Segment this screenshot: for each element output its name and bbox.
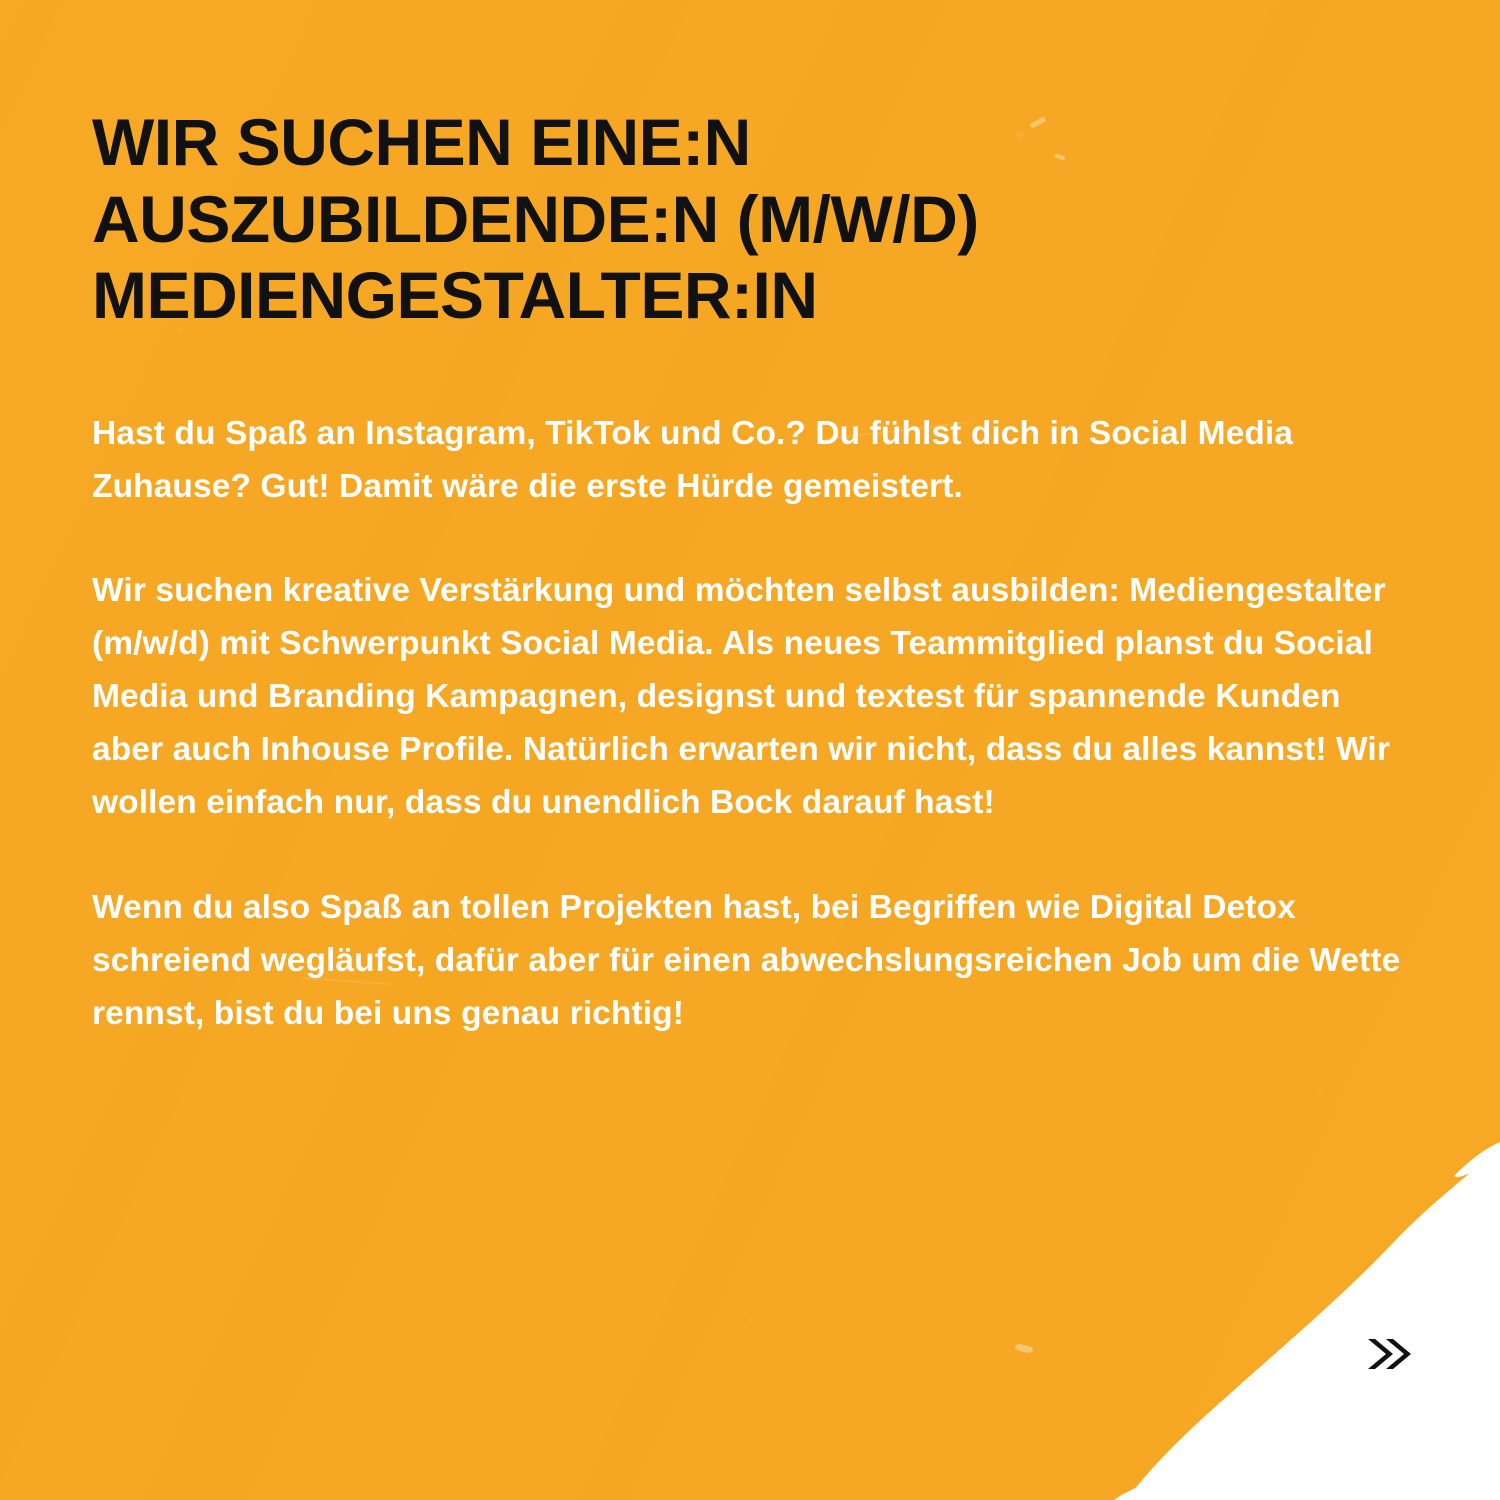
paragraph-call-to-action: Wenn du also Spaß an tollen Projekten hast, bei Begriffen wie Digital Detox schreiend wegläufst, dafür aber für einen abwechslungsreichen Job um die Wette rennst, bist du bei uns genau richtig! [92,889,1401,1032]
page-title: WIR SUCHEN EINE:N AUSZUBILDENDE:N (M/W/D) MEDIENGESTALTER:IN [92,105,979,333]
poster-content [92,104,1412,1041]
double-chevron-right-icon [1362,1334,1414,1374]
paragraph-intro: Hast du Spaß an Instagram, TikTok und Co.? Du fühlst dich in Social Media Zuhause? Gut! Damit wäre die erste Hürde gemeistert. [92,414,1294,505]
next-slide-button[interactable] [1360,1326,1416,1382]
body-copy [92,408,1412,1041]
paragraph-role-description: Wir suchen kreative Verstärkung und möchten selbst ausbilden: Mediengestalter (m/w/d) mit Schwerpunkt Social Media. Als neues Teammitglied planst du Social Media und Branding Kampagnen, designst und textest für spannende Kunden aber auch Inhouse Profile. Natürlich erwarten wir nicht, dass du alles kannst! Wir wollen einfach nur, dass du unendlich Bock darauf hast! [92,572,1390,822]
torn-paper-corner-decoration [1030,1030,1500,1500]
